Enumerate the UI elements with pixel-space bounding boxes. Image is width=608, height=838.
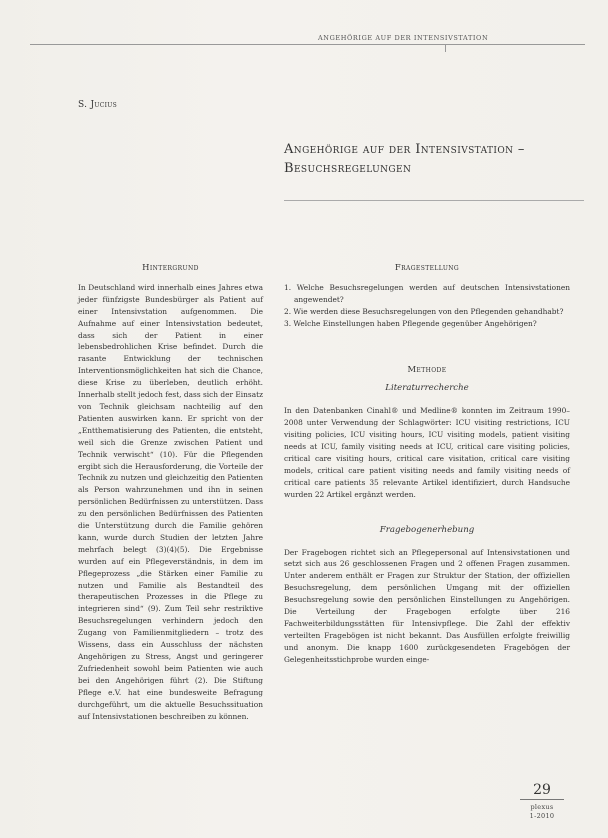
left-column <box>78 262 263 722</box>
section-heading-background: Hintergrund <box>142 262 199 272</box>
subheading-survey: Fragebogenerhebung <box>379 524 475 535</box>
survey-paragraph: Der Fragebogen richtet sich an Pflegepersonal auf Intensivstationen und setzt sich aus 26 geschlossenen Fragen und 2 offenen Fragen zusammen. Unter anderem enthält er Fragen zur Struktur der Station, der offiziellen Besuchsregelung, dem persönlichen Umgang mit der offiziellen Besuchsregelung sowie den persönlichen Einstellungen zu Angehörigen. Die Verteilung der Fragebogen erfolgte über 216 Fachweiterbildungsstätten für Intensivpflege. Die Zahl der effektiv verteilten Fragebögen ist nicht bekannt. Das Ausfüllen erfolgte freiwillig und anonym. Die knapp 1600 zurückgesendeten Fragebögen der Gelegenheitsstichprobe wurden einge- <box>284 547 570 664</box>
question-item: 2. Wie werden diese Besuchsregelungen von den Pflegenden gehandhabt? <box>284 306 564 316</box>
title-line-2: Besuchsregelungen <box>284 161 412 176</box>
header-rule-tick <box>445 44 446 52</box>
running-header: ANGEHÖRIGE AUF DER INTENSIVSTATION <box>318 34 489 42</box>
article-title <box>284 140 584 178</box>
title-line-1: Angehörige auf der Intensivstation – <box>284 142 525 157</box>
journal-issue: 1-2010 <box>529 812 555 820</box>
literature-paragraph: In den Datenbanken Cinahl® und Medline® konnten im Zeitraum 1990–2008 unter Verwendung der Schlagwörter: ICU visiting restrictions, ICU visiting policies, ICU visiting hours, ICU visiting models, patient visiting needs at ICU, family visiting needs at ICU, critical care visiting policies, critical care visiting hours, critical care visitation, critical care visiting models, critical care patient visiting needs and family visiting needs of critical care patients 35 relevante Artikel identifiziert, durch Handsuche wurden 22 Artikel ergänzt werden. <box>284 406 570 499</box>
section-heading-methods: Methode <box>407 363 447 374</box>
page-folio <box>520 782 564 821</box>
header-rule <box>30 44 585 45</box>
question-item: 1. Welche Besuchsregelungen werden auf deutschen Intensivstationen angewendet? <box>284 282 570 304</box>
title-rule <box>284 200 584 201</box>
question-list <box>284 282 570 330</box>
author: S. Jucius <box>78 100 118 110</box>
question-item: 3. Welche Einstellungen haben Pflegende gegenüber Angehörigen? <box>284 318 537 328</box>
journal-name: plexus <box>530 803 554 811</box>
page-number: 29 <box>533 782 551 798</box>
folio-rule <box>520 799 564 800</box>
section-heading-question: Fragestellung <box>394 262 460 272</box>
right-column <box>284 262 570 666</box>
background-paragraph: In Deutschland wird innerhalb eines Jahres etwa jeder fünfzigste Bundesbürger als Patient auf einer Intensivstation aufgenommen. Die Aufnahme auf einer Intensivstation bedeutet, dass sich der Patient in einer lebensbedrohlichen Krise befindet. Durch die rasante Entwicklung der technischen Interventionsmöglichkeiten hat sich die Chance, diese Krise zu überleben, deutlich erhöht. Innerhalb stellt jedoch fest, dass sich der Einsatz von Technik gleichsam nachteilig auf den Patienten auswirken kann. Er spricht von der „Entthematisierung des Patienten, die entsteht, weil sich die Grenze zwischen Patient und Technik verwischt“ (10). Für die Pflegenden ergibt sich die Herausforderung, die Vorteile der Technik zu nutzen und gleichzeitig den Patienten als Person wahrzunehmen und ihn in seinen persönlichen Bedürfnissen zu unterstützen. Dass zu den persönlichen Bedürfnissen des Patienten die Unterstützung durch die Familie gehören kann, wurde durch Studien der letzten Jahre mehrfach belegt (3)(4)(5). Die Ergebnisse wurden auf ein Pflegeverständnis, in dem im Pflegeprozess „die Stärken einer Familie zu nutzen und Familie als Bestandteil des therapeutischen Prozesses in die Pflege zu integrieren sind“ (9). Zum Teil sehr restriktive Besuchsregelungen verhindern jedoch den Zugang von Familienmitgliedern – trotz des Wissens, dass ein Ausschluss der nächsten Angehörigen zu Stress, Angst und geringerer Zufriedenheit sowohl beim Patienten wie auch bei den Angehörigen führt (2). Die Stiftung Pflege e.V. hat eine bundesweite Befragung durchgeführt, um die aktuelle Besuchssituation auf Intensivstationen beschreiben zu können. <box>78 282 263 721</box>
subheading-literature: Literaturrecherche <box>385 383 469 394</box>
